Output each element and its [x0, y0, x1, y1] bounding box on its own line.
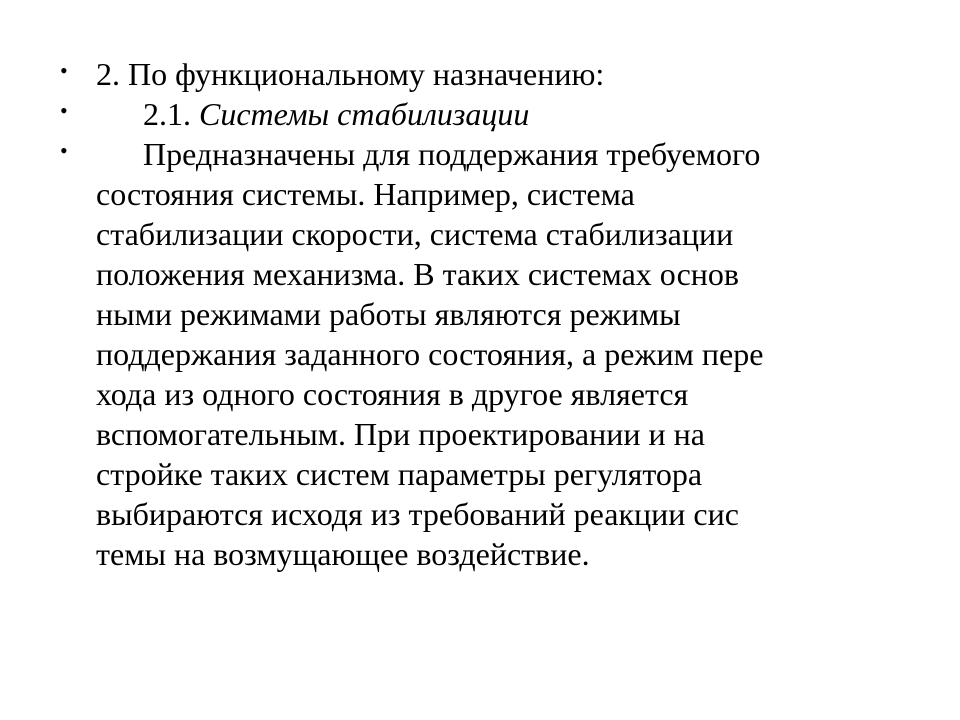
bullet-marker-icon: •: [60, 58, 68, 83]
bullet-marker-icon: •: [60, 138, 68, 163]
paragraph-line: положения механизма. В таких системах основ: [96, 256, 739, 292]
paragraph-line: вспомогательным. При проектировании и на: [96, 416, 705, 452]
paragraph-text: [96, 134, 890, 574]
bullet-marker-icon: •: [60, 98, 68, 123]
subheading-number: 2.1.: [143, 96, 191, 132]
paragraph-line: поддержания заданного состояния, а режим пере: [96, 336, 764, 372]
bullet-list: [60, 54, 890, 574]
paragraph-line: стройке таких систем параметры регулятора: [96, 456, 703, 492]
paragraph-line: Предназначены для поддержания требуемого: [143, 136, 761, 172]
heading-text: 2. По функциональному назначению:: [96, 56, 605, 92]
subheading-text: [96, 94, 890, 134]
paragraph-line: выбираются исходя из требований реакции сис: [96, 496, 739, 532]
subheading-title: Системы стабилизации: [199, 96, 530, 132]
paragraph-line: темы на возмущающее воздействие.: [96, 536, 590, 572]
bullet-subheading: [60, 94, 890, 134]
bullet-paragraph: [60, 134, 890, 574]
paragraph-line: стабилизации скорости, система стабилизации: [96, 216, 734, 252]
paragraph-line: хода из одного состояния в другое является: [96, 376, 689, 412]
paragraph-line: ными режимами работы являются режимы: [96, 296, 681, 332]
bullet-heading: [60, 54, 890, 94]
paragraph-line: состояния системы. Например, система: [96, 176, 635, 212]
